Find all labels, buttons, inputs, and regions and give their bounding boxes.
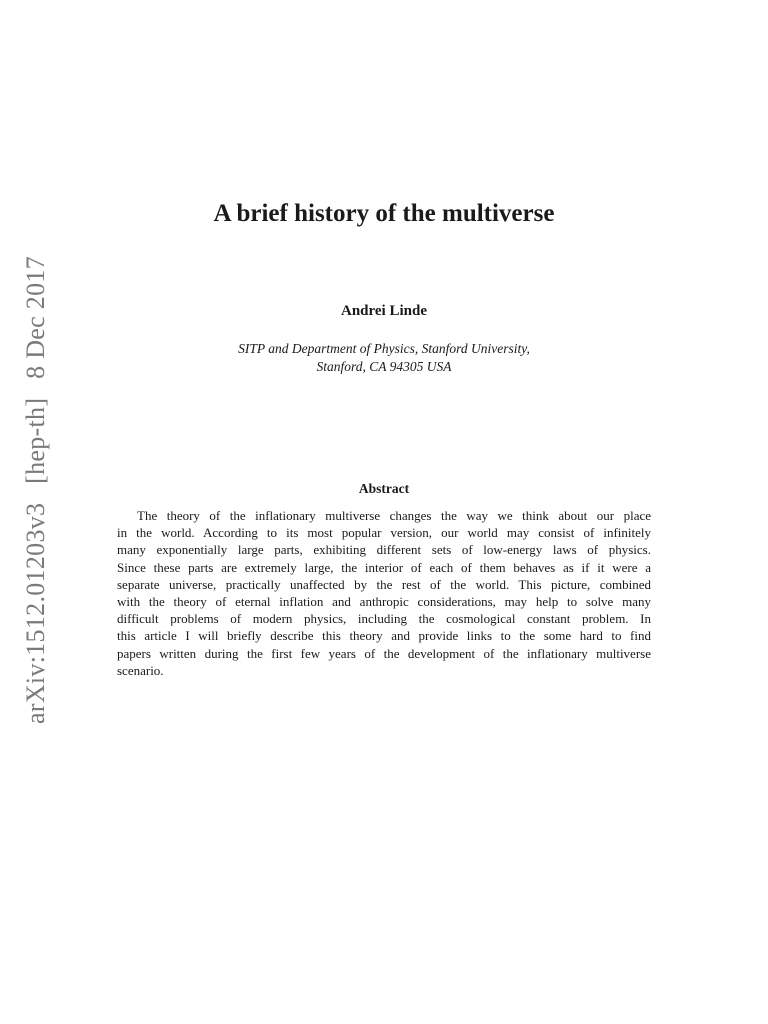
author-name: Andrei Linde [341, 303, 427, 319]
abstract-heading: Abstract [358, 481, 410, 496]
abstract-line: Since these parts are extremely large, the interior of each of them behaves as if it were a [117, 559, 651, 575]
paper-title: A brief history of the multiverse [213, 200, 555, 227]
abstract-line: in the world. According to its most popular version, our world may consist of infinitely [117, 525, 651, 541]
arxiv-category: [hep-th] [21, 397, 50, 484]
arxiv-date: 8 Dec 2017 [21, 256, 50, 379]
arxiv-id: arXiv:1512.01203v3 [21, 502, 50, 724]
affiliation-line-2: Stanford, CA 94305 USA [316, 359, 452, 374]
abstract-line: this article I will briefly describe this theory and provide links to the some hard to find [117, 628, 651, 644]
abstract-line: separate universe, practically unaffected by the rest of the world. This picture, combined [117, 576, 651, 592]
abstract-body [117, 507, 651, 679]
abstract-line: papers written during the first few years of the development of the inflationary multiverse [117, 645, 651, 661]
affiliation-line-1: SITP and Department of Physics, Stanford University, [238, 341, 530, 356]
abstract-line: with the theory of eternal inflation and anthropic considerations, may help to solve many [117, 593, 651, 609]
abstract-line: The theory of the inflationary multiverse changes the way we think about our place [137, 508, 651, 523]
abstract-line: many exponentially large parts, exhibiting different sets of low-energy laws of physics. [117, 542, 651, 558]
abstract-line: scenario. [117, 662, 164, 678]
abstract-line: difficult problems of modern physics, including the cosmological constant problem. In [117, 611, 651, 627]
